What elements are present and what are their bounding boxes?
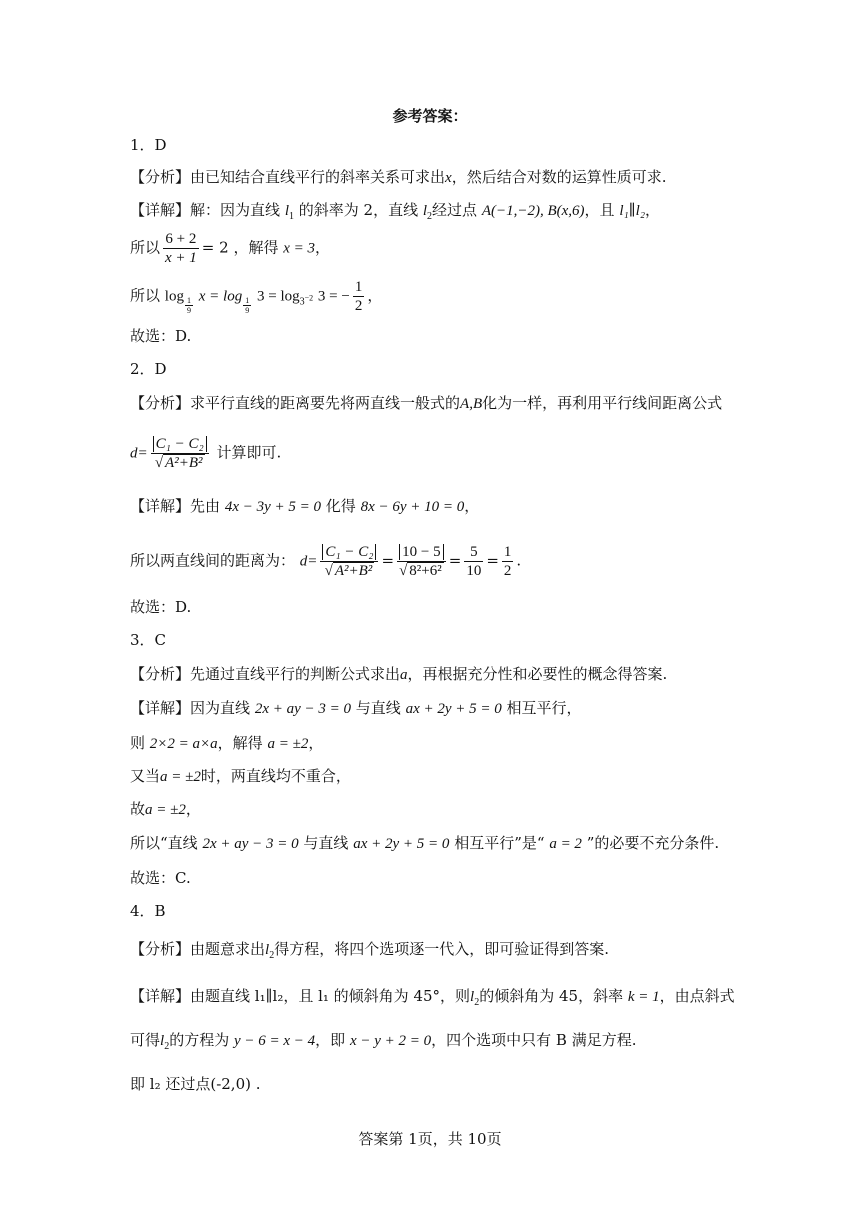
analysis-label: 【分析】 bbox=[130, 168, 191, 186]
detail-label: 【详解】 bbox=[130, 699, 191, 717]
analysis-label: 【分析】 bbox=[130, 665, 191, 683]
q3-line-5: 所以“直线 2x + ay − 3 = 0 与直线 ax + 2y + 5 = 0 相互平行”是“ a = 2 ”的必要不充分条件. bbox=[130, 834, 720, 852]
analysis-label: 【分析】 bbox=[130, 940, 191, 958]
fraction: $\frac{6 + 2}{x + 1}$ bbox=[165, 231, 197, 266]
q1-choose: 故选：D. bbox=[130, 327, 192, 345]
q3-line-4: 故a = ±2， bbox=[130, 800, 201, 818]
q4-line-2: 可得$l_2$的方程为 y − 6 = x − 4，即 x − y + 2 = 0，四个选项中只有 B 满足方程. bbox=[130, 1031, 637, 1052]
detail-label: 【详解】 bbox=[130, 987, 191, 1005]
q4-analysis: 【分析】由题意求出$l_2$得方程，将四个选项逐一代入，即可验证得到答案. bbox=[130, 940, 609, 961]
q2-detail: 【详解】先由 4x − 3y + 5 = 0 化得 8x − 6y + 10 = 0， bbox=[130, 497, 480, 515]
q1-solve-x: 所以 $\frac{6 + 2}{x + 1}$ = 2 ，解得 x = 3， bbox=[130, 231, 331, 266]
q4-detail: 【详解】由题直线 l₁∥l₂，且 l₁ 的倾斜角为 45°，则$l_2$的倾斜角为 45，斜率 k = 1，由点斜式 bbox=[130, 987, 735, 1008]
q2-formula: d= $\frac{\text{C₁ − C₂}}{\text{√ A²+B²}}$ 计算即可. bbox=[130, 436, 282, 471]
q2-number: 2．D bbox=[130, 360, 167, 378]
q3-analysis: 【分析】先通过直线平行的判断公式求出a，再根据充分性和必要性的概念得答案. bbox=[130, 665, 668, 683]
analysis-label: 【分析】 bbox=[130, 394, 191, 412]
q3-line-3: 又当a = ±2时，两直线均不重合， bbox=[130, 767, 351, 785]
q2-choose: 故选：D. bbox=[130, 598, 192, 616]
q1-log-result: 所以 log $\frac{1}{9}$ x = log $\frac{1}{9}$ $3 = \log_3-2$ 3 = − $\frac{1}{2}$ ， bbox=[130, 279, 383, 315]
page-title: 参考答案： bbox=[392, 107, 468, 125]
q1-analysis: 【分析】由已知结合直线平行的斜率关系可求出x，然后结合对数的运算性质可求. bbox=[130, 168, 667, 186]
detail-label: 【详解】 bbox=[130, 201, 191, 219]
page-footer: 答案第 1页，共 10页 bbox=[358, 1130, 502, 1148]
q3-line-2: 则 2×2 = a×a，解得 a = ±2， bbox=[130, 734, 324, 752]
q2-analysis: 【分析】求平行直线的距离要先将两直线一般式的A,B化为一样，再利用平行线间距离公式 bbox=[130, 394, 723, 412]
q1-detail: 【详解】解：因为直线 $l_1$ 的斜率为 2，直线 $l_2$经过点 A(−1,−2), B(x,6)，且 l₁∥l₂， bbox=[130, 201, 661, 222]
detail-label: 【详解】 bbox=[130, 497, 191, 515]
q3-detail: 【详解】因为直线 2x + ay − 3 = 0 与直线 ax + 2y + 5 = 0 相互平行， bbox=[130, 699, 582, 717]
q3-choose: 故选：C. bbox=[130, 869, 191, 887]
q1-number: 1．D bbox=[130, 136, 167, 154]
q4-line-3: 即 l₂ 还过点(-2,0) . bbox=[130, 1075, 261, 1093]
q4-number: 4．B bbox=[130, 902, 166, 920]
q3-number: 3．C bbox=[130, 631, 167, 649]
q2-distance: 所以两直线间的距离为： d= $\frac{\text{C₁ − C₂}}{\text{√ A²+B²}}$ = $\frac{10 - 5}{\text{√ 8²+6²}}$ = $\frac{5}{10}$ = $\frac{1}{2}$ . bbox=[130, 544, 522, 579]
